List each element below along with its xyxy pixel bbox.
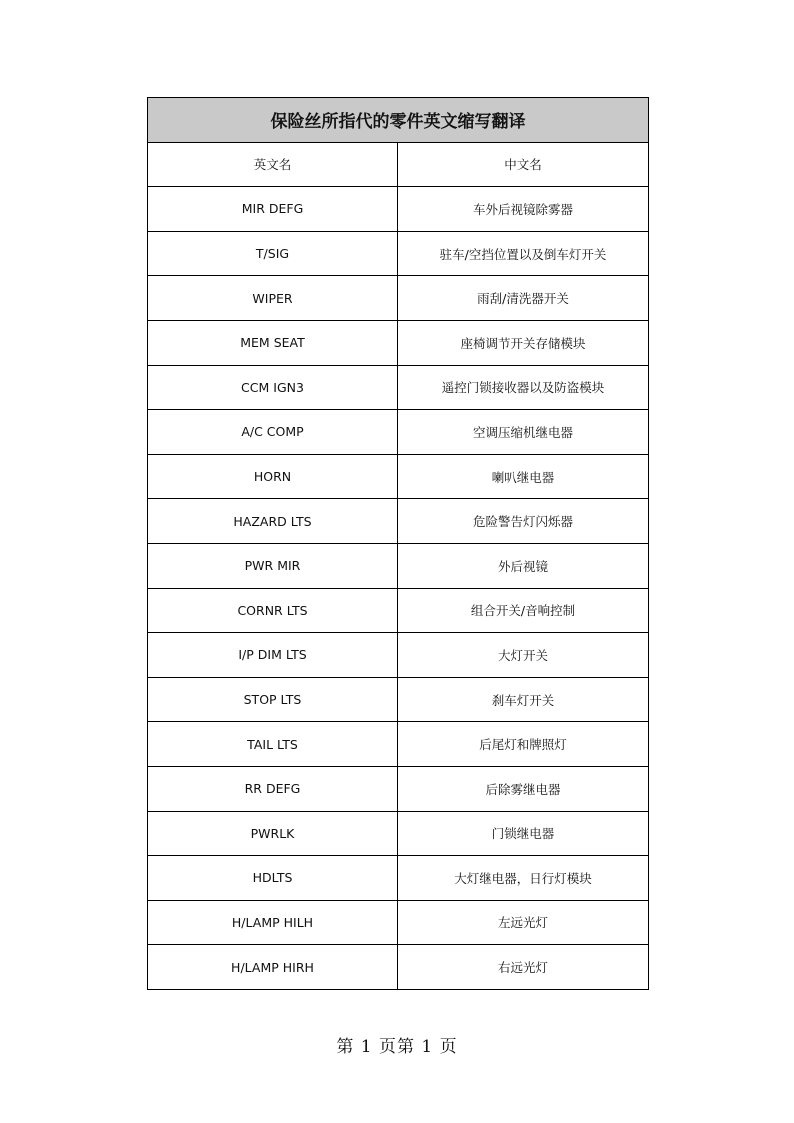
- table-row: [148, 766, 649, 811]
- english-abbreviation-cell: HDLTS: [148, 856, 398, 901]
- chinese-name-cell: 雨刮/清洗器开关: [398, 276, 649, 321]
- english-abbreviation-cell: CORNR LTS: [148, 588, 398, 633]
- header-english-name: 英文名: [148, 142, 398, 187]
- chinese-name-cell: 座椅调节开关存储模块: [398, 320, 649, 365]
- table-row: [148, 276, 649, 321]
- table-row: [148, 543, 649, 588]
- english-abbreviation-cell: I/P DIM LTS: [148, 633, 398, 678]
- chinese-name-cell: 驻车/空挡位置以及倒车灯开关: [398, 231, 649, 276]
- english-abbreviation-cell: MEM SEAT: [148, 320, 398, 365]
- table-header-row: [148, 142, 649, 187]
- english-abbreviation-cell: WIPER: [148, 276, 398, 321]
- chinese-name-cell: 空调压缩机继电器: [398, 410, 649, 455]
- parts-abbreviation-table: [147, 97, 649, 990]
- chinese-name-cell: 后除雾继电器: [398, 766, 649, 811]
- table-row: [148, 945, 649, 990]
- english-abbreviation-cell: CCM IGN3: [148, 365, 398, 410]
- chinese-name-cell: 危险警告灯闪烁器: [398, 499, 649, 544]
- chinese-name-cell: 外后视镜: [398, 543, 649, 588]
- table-row: [148, 722, 649, 767]
- chinese-name-cell: 左远光灯: [398, 900, 649, 945]
- table-row: [148, 410, 649, 455]
- english-abbreviation-cell: A/C COMP: [148, 410, 398, 455]
- english-abbreviation-cell: MIR DEFG: [148, 187, 398, 232]
- table-row: [148, 187, 649, 232]
- table-row: [148, 499, 649, 544]
- english-abbreviation-cell: PWR MIR: [148, 543, 398, 588]
- chinese-name-cell: 遥控门锁接收器以及防盗模块: [398, 365, 649, 410]
- header-chinese-name: 中文名: [398, 142, 649, 187]
- english-abbreviation-cell: HORN: [148, 454, 398, 499]
- chinese-name-cell: 车外后视镜除雾器: [398, 187, 649, 232]
- chinese-name-cell: 右远光灯: [398, 945, 649, 990]
- chinese-name-cell: 刹车灯开关: [398, 677, 649, 722]
- table-row: [148, 320, 649, 365]
- page-footer: 第 1 页第 1 页: [336, 1037, 458, 1057]
- table-title-row: [148, 98, 649, 143]
- table-row: [148, 231, 649, 276]
- table-row: [148, 633, 649, 678]
- english-abbreviation-cell: TAIL LTS: [148, 722, 398, 767]
- table-row: [148, 454, 649, 499]
- table-row: [148, 365, 649, 410]
- english-abbreviation-cell: H/LAMP HIRH: [148, 945, 398, 990]
- english-abbreviation-cell: H/LAMP HILH: [148, 900, 398, 945]
- chinese-name-cell: 组合开关/音响控制: [398, 588, 649, 633]
- chinese-name-cell: 大灯继电器，日行灯模块: [398, 856, 649, 901]
- english-abbreviation-cell: PWRLK: [148, 811, 398, 856]
- chinese-name-cell: 门锁继电器: [398, 811, 649, 856]
- english-abbreviation-cell: T/SIG: [148, 231, 398, 276]
- table-row: [148, 856, 649, 901]
- english-abbreviation-cell: STOP LTS: [148, 677, 398, 722]
- table-row: [148, 677, 649, 722]
- chinese-name-cell: 后尾灯和牌照灯: [398, 722, 649, 767]
- table-title: 保险丝所指代的零件英文缩写翻译: [148, 98, 649, 143]
- table-row: [148, 588, 649, 633]
- table-row: [148, 900, 649, 945]
- table-body: [148, 187, 649, 990]
- chinese-name-cell: 大灯开关: [398, 633, 649, 678]
- table-row: [148, 811, 649, 856]
- english-abbreviation-cell: RR DEFG: [148, 766, 398, 811]
- english-abbreviation-cell: HAZARD LTS: [148, 499, 398, 544]
- chinese-name-cell: 喇叭继电器: [398, 454, 649, 499]
